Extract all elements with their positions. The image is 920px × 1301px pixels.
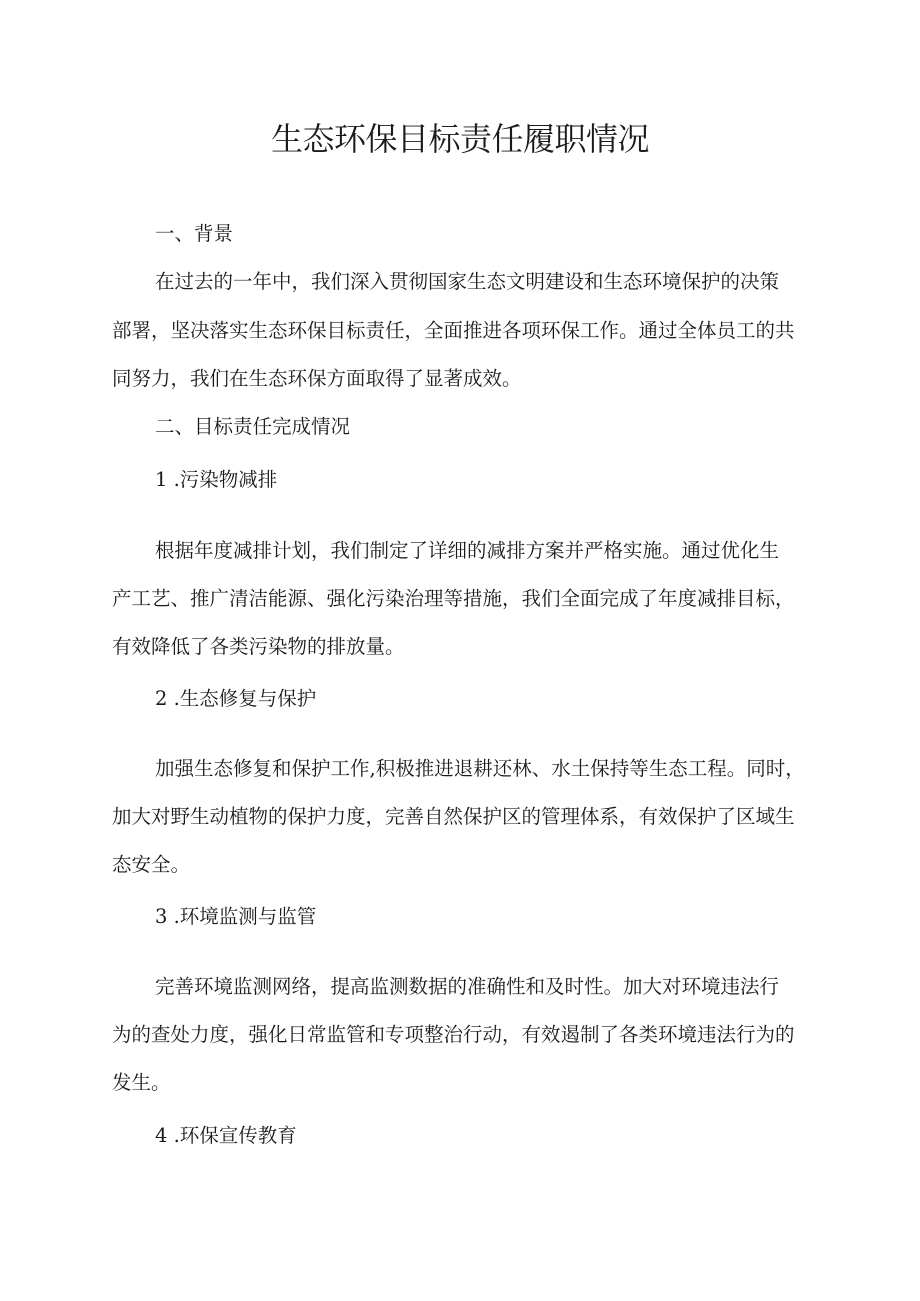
paragraph-line: 完善环境监测网络，提高监测数据的准确性和及时性。加大对环境违法行: [155, 975, 780, 998]
paragraph-line: 发生。: [112, 1071, 171, 1094]
paragraph-line: 部署，坚决落实生态环保目标责任，全面推进各项环保工作。通过全体员工的共: [112, 319, 795, 342]
paragraph-line: 有效降低了各类污染物的排放量。: [112, 635, 405, 658]
item-heading-environmental-monitoring: 3 .环境监测与监管: [155, 905, 317, 928]
paragraph-line: 在过去的一年中，我们深入贯彻国家生态文明建设和生态环境保护的决策: [155, 270, 780, 293]
item-heading-environmental-education: 4 .环保宣传教育: [155, 1124, 297, 1147]
document-title: 生态环保目标责任履职情况: [270, 120, 649, 158]
paragraph-line: 产工艺、推广清洁能源、强化污染治理等措施，我们全面完成了年度减排目标，: [112, 587, 795, 610]
item-heading-ecological-restoration: 2 .生态修复与保护: [155, 687, 317, 710]
section-heading-background: 一、背景: [155, 222, 234, 245]
paragraph-line: 为的查处力度，强化日常监管和专项整治行动，有效遏制了各类环境违法行为的: [112, 1023, 795, 1046]
paragraph-line: 态安全。: [112, 853, 191, 876]
paragraph-line: 加大对野生动植物的保护力度，完善自然保护区的管理体系，有效保护了区域生: [112, 805, 795, 828]
paragraph-line: 加强生态修复和保护工作,积极推进退耕还林、水土保持等生态工程。同时，: [155, 757, 805, 780]
paragraph-line: 同努力，我们在生态环保方面取得了显著成效。: [112, 367, 522, 390]
paragraph-line: 根据年度减排计划，我们制定了详细的减排方案并严格实施。通过优化生: [155, 539, 780, 562]
item-heading-pollutant-reduction: 1 .污染物减排: [155, 468, 278, 491]
section-heading-goals: 二、目标责任完成情况: [155, 415, 351, 438]
